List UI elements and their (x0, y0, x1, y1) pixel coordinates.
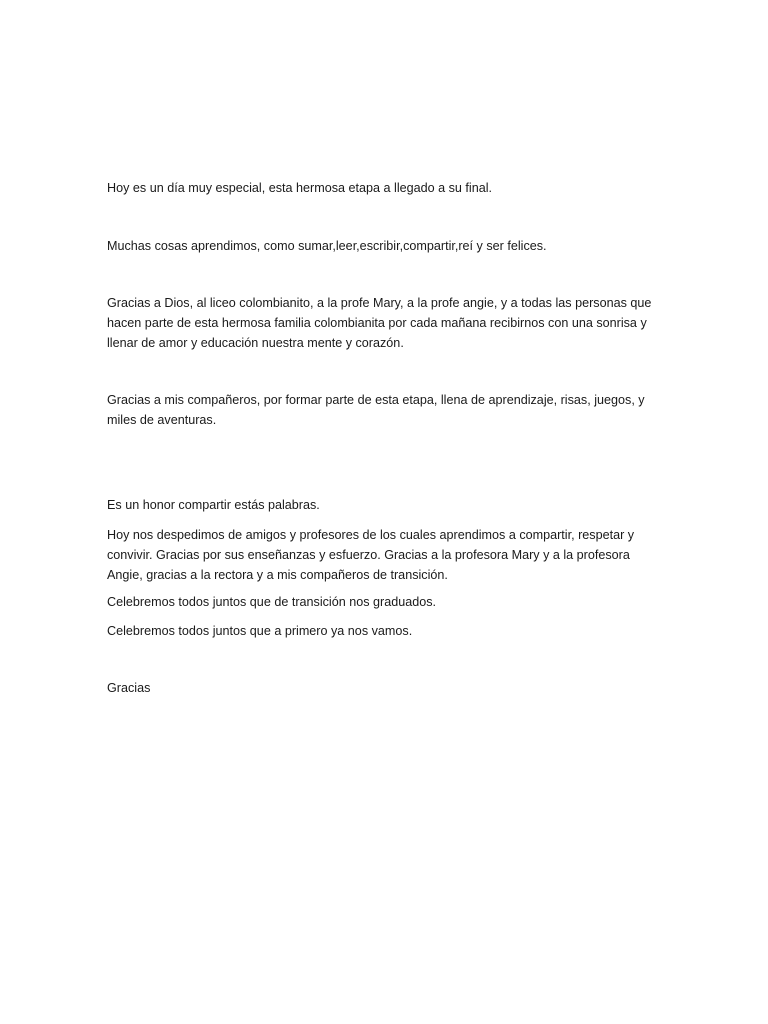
paragraph-thanks-teachers: Gracias a Dios, al liceo colombianito, a la profe Mary, a la profe angie, y a todas las personas que hacen parte de esta hermosa familia colombianita por cada mañana recibirnos con una sonrisa y llenar de amor y educación nuestra mente y corazón. (107, 296, 652, 350)
paragraph-farewell: Hoy nos despedimos de amigos y profesores de los cuales aprendimos a compartir, respetar y convivir. Gracias por sus enseñanzas y esfuerzo. Gracias a la profesora Mary y a la profesora Angie, gracias a la rectora y a mis compañeros de transición. (107, 528, 635, 582)
paragraph-thanks-classmates: Gracias a mis compañeros, por formar parte de esta etapa, llena de aprendizaje, risas, juegos, y miles de aventuras. (107, 393, 645, 427)
paragraph-learnings: Muchas cosas aprendimos, como sumar,leer,escribir,compartir,reí y ser felices. (107, 239, 547, 253)
paragraph-closing: Gracias (107, 681, 151, 695)
paragraph-honor: Es un honor compartir estás palabras. (107, 498, 320, 512)
paragraph-opening: Hoy es un día muy especial, esta hermosa etapa a llegado a su final. (107, 181, 493, 195)
paragraph-celebrate-first-grade: Celebremos todos juntos que a primero ya nos vamos. (107, 624, 413, 638)
paragraph-celebrate-graduation: Celebremos todos juntos que de transición nos graduados. (107, 595, 437, 609)
